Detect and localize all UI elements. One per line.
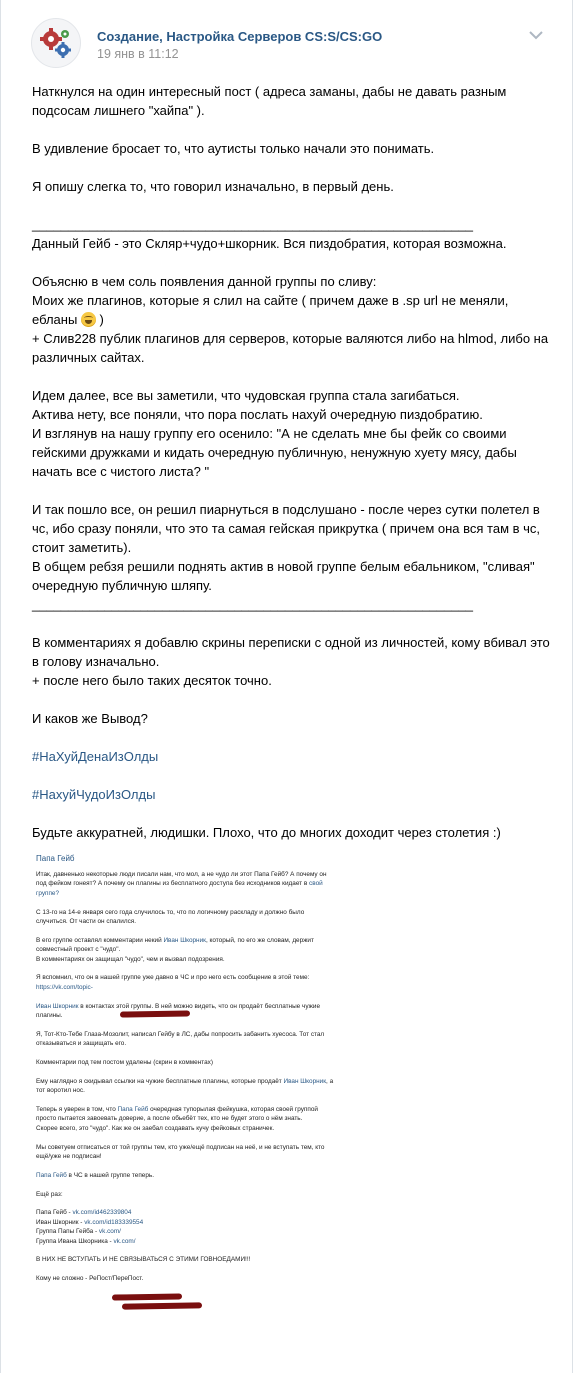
screenshot-text: Ему наглядно я скидывал ссылки на чужие бесплатные плагины, которые продаёт [36, 1077, 282, 1085]
screenshot-link: https://vk.com/topic- [36, 983, 93, 991]
screenshot-line [36, 1171, 336, 1180]
screenshot-line: В комментариях он защищал "чудо", чем и вызвал подозрения. [36, 955, 225, 963]
screenshot-text: , а тот воротил нос. [36, 1077, 334, 1095]
screenshot-text: очередная тупорылая фейкушка, которая своей группой просто пытается завоевать доверие, а после обьебёт тех, кто не будет этого о нём знать. [36, 1106, 318, 1123]
post-paragraph: Наткнулся на один интересный пост ( адреса заманы, дабы не давать разным подсосам лишнего "хайпа" ). [32, 84, 507, 118]
attached-screenshot-image[interactable] [32, 848, 542, 1366]
screenshot-line [36, 983, 336, 992]
screenshot-text: Итак, давненько некоторые люди писали нам, что мол, а не чудо ли этот Папа Гейб? А почему он под фейком гонеят? А почему он плагины из бесплатного доступа без исходников кидает в [36, 871, 327, 888]
screenshot-text: Группа Папы Гейба - [36, 1228, 99, 1236]
redaction-scribble [112, 1293, 182, 1300]
post-paragraph: Объясню в чем соль появления данной группы по сливу: [32, 274, 377, 289]
post-paragraph: И взглянув на нашу группу его осенило: "А не сделать мне бы фейк со своими гейскими дружками и кидать очередную публичную, ненужную хуету мясу, дабы начать все с чистого листа? " [32, 426, 517, 479]
redaction-scribble [120, 1010, 190, 1017]
post-paragraph: В общем ребзя решили поднять актив в новой группе белым ебальником, "сливая" очередную публичную шляпу. [32, 559, 535, 593]
screenshot-link: vk.com/ [113, 1237, 136, 1245]
screenshot-line [36, 1218, 336, 1227]
post-paragraph: В комментариях я добавлю скрины переписки с одной из личностей, кому вбивал это в голову изначально. [32, 635, 550, 669]
post-date[interactable]: 19 янв в 11:12 [97, 47, 179, 61]
screenshot-text: в ЧС в нашей группе теперь. [68, 1171, 154, 1179]
post-paragraph: И каков же Вывод? [32, 711, 148, 726]
screenshot-text: Группа Ивана Шкорника - [36, 1237, 114, 1245]
screenshot-link: свой группе? [36, 880, 323, 897]
post-paragraph: В удивление бросает то, что аутисты только начали это понимать. [32, 141, 435, 156]
screenshot-link: vk.com/id462339804 [72, 1209, 132, 1217]
screenshot-link: Папа Гейб [117, 1106, 149, 1114]
screenshot-text: Теперь я уверен в том, что [36, 1106, 116, 1114]
post-paragraph [32, 291, 557, 329]
screenshot-line [36, 1105, 336, 1124]
post-paragraph: Идем далее, все вы заметили, что чудовская группа стала загибаться. [32, 388, 460, 403]
screenshot-line [36, 1237, 336, 1246]
screenshot-line [36, 1227, 336, 1236]
divider-line: _____________________________________________________________ [32, 597, 474, 612]
screenshot-line: Я, Тот-Кто-Тебе Глаза-Мозолит, написал Гейбу в ЛС, дабы попросить забанить хуесоса. Тот стал отказываться и защищать его. [36, 1030, 325, 1048]
screenshot-link: Папа Гейб [36, 1171, 67, 1179]
screenshot-line [36, 1208, 336, 1217]
post-text-span: ) [99, 312, 104, 327]
divider-line: _____________________________________________________________ [32, 217, 474, 232]
screenshot-line [36, 870, 336, 898]
laughing-emoji-icon [81, 312, 96, 327]
screenshot-line: Кому не сложно - РеПост/ПереПост. [36, 1275, 144, 1283]
screenshot-line [36, 936, 336, 955]
post-text [32, 82, 557, 842]
chevron-down-icon[interactable] [526, 28, 546, 42]
screenshot-text: Папа Гейб - [36, 1209, 73, 1217]
hashtag-link[interactable]: #НахуйЧудоИзОлды [32, 787, 156, 802]
post-paragraph: Будьте аккуратней, людишки. Плохо, что до многих доходит через столетия :) [32, 825, 501, 840]
screenshot-link: Иван Шкорник [163, 936, 206, 944]
post-paragraph: Я опишу слегка то, что говорил изначально, в первый день. [32, 179, 394, 194]
screenshot-link: Иван Шкорник [283, 1077, 327, 1085]
post-header [31, 18, 552, 74]
screenshot-line [36, 1077, 336, 1096]
post-text-span: Моих же плагинов, которые я слил на сайте ( причем даже в .sp url не меняли, ебланы [32, 293, 509, 327]
screenshot-link: vk.com/ [98, 1228, 121, 1236]
screenshot-text: , который, по его же словам, держит совместный проект с "чудо". [36, 936, 314, 954]
screenshot-text: в контактах этой группы. В ней можно видеть, что он продаёт бесплатные чужие плагины. [36, 1002, 321, 1020]
post-paragraph: И так пошло все, он решил пиарнуться в подслушано - после через сутки полетел в чс, ибо сразу поняли, что это та самая гейская прикрутка ( причем она вся там в чс, стоит заметить). [32, 502, 541, 555]
post-paragraph: + Слив228 публик плагинов для серверов, которые валяются либо на hlmod, либо на различных сайтах. [32, 331, 549, 365]
screenshot-line: Я вспомнил, что он в нашей группе уже давно в ЧС и про него есть сообщение в этой теме: [36, 974, 310, 982]
hashtag-link[interactable]: #НаХуйДенаИзОлды [32, 749, 159, 764]
redaction-scribble [122, 1302, 202, 1309]
screenshot-line: С 13-го на 14-е января сего года случилось то, что по логичному раскладу и должно было случиться. От части он спалился. [36, 908, 305, 926]
screenshot-author-name: Папа Гейб [36, 854, 75, 863]
screenshot-line: Ещё раз: [36, 1190, 63, 1198]
screenshot-link: Иван Шкорник [36, 1002, 79, 1010]
screenshot-text: В его группе оставлял комментарии некий [36, 936, 162, 944]
screenshot-text: Иван Шкорник - [36, 1218, 85, 1226]
post-paragraph: Данный Гейб - это Скляр+чудо+шкорник. Вся пиздобратия, которая возможна. [32, 236, 507, 251]
group-avatar[interactable] [31, 18, 81, 68]
post-paragraph: Актива нету, все поняли, что пора послать нахуй очередную пиздобратию. [32, 407, 483, 422]
screenshot-link: vk.com/id183339554 [84, 1218, 144, 1226]
screenshot-line: Скорее всего, это "чудо". Как же он заебал создавать кучу фейковых страничек. [36, 1124, 275, 1132]
screenshot-message [36, 870, 336, 1284]
screenshot-line: Мы советуем отписаться от той группы тем, кто уже/ещё подписан на неё, и не вступать тем, кто ещё/уже не подписан! [36, 1143, 325, 1161]
screenshot-line: Комментарии под тем постом удалены (скрин в комментах) [36, 1059, 213, 1067]
screenshot-line: В НИХ НЕ ВСТУПАТЬ И НЕ СВЯЗЫВАТЬСЯ С ЭТИМИ ГОВНОЕДАМИ!!! [36, 1256, 251, 1264]
post-paragraph: + после него было таких десяток точно. [32, 673, 272, 688]
group-name-link[interactable]: Создание, Настройка Серверов CS:S/CS:GO [97, 29, 383, 44]
gears-icon [32, 19, 80, 67]
